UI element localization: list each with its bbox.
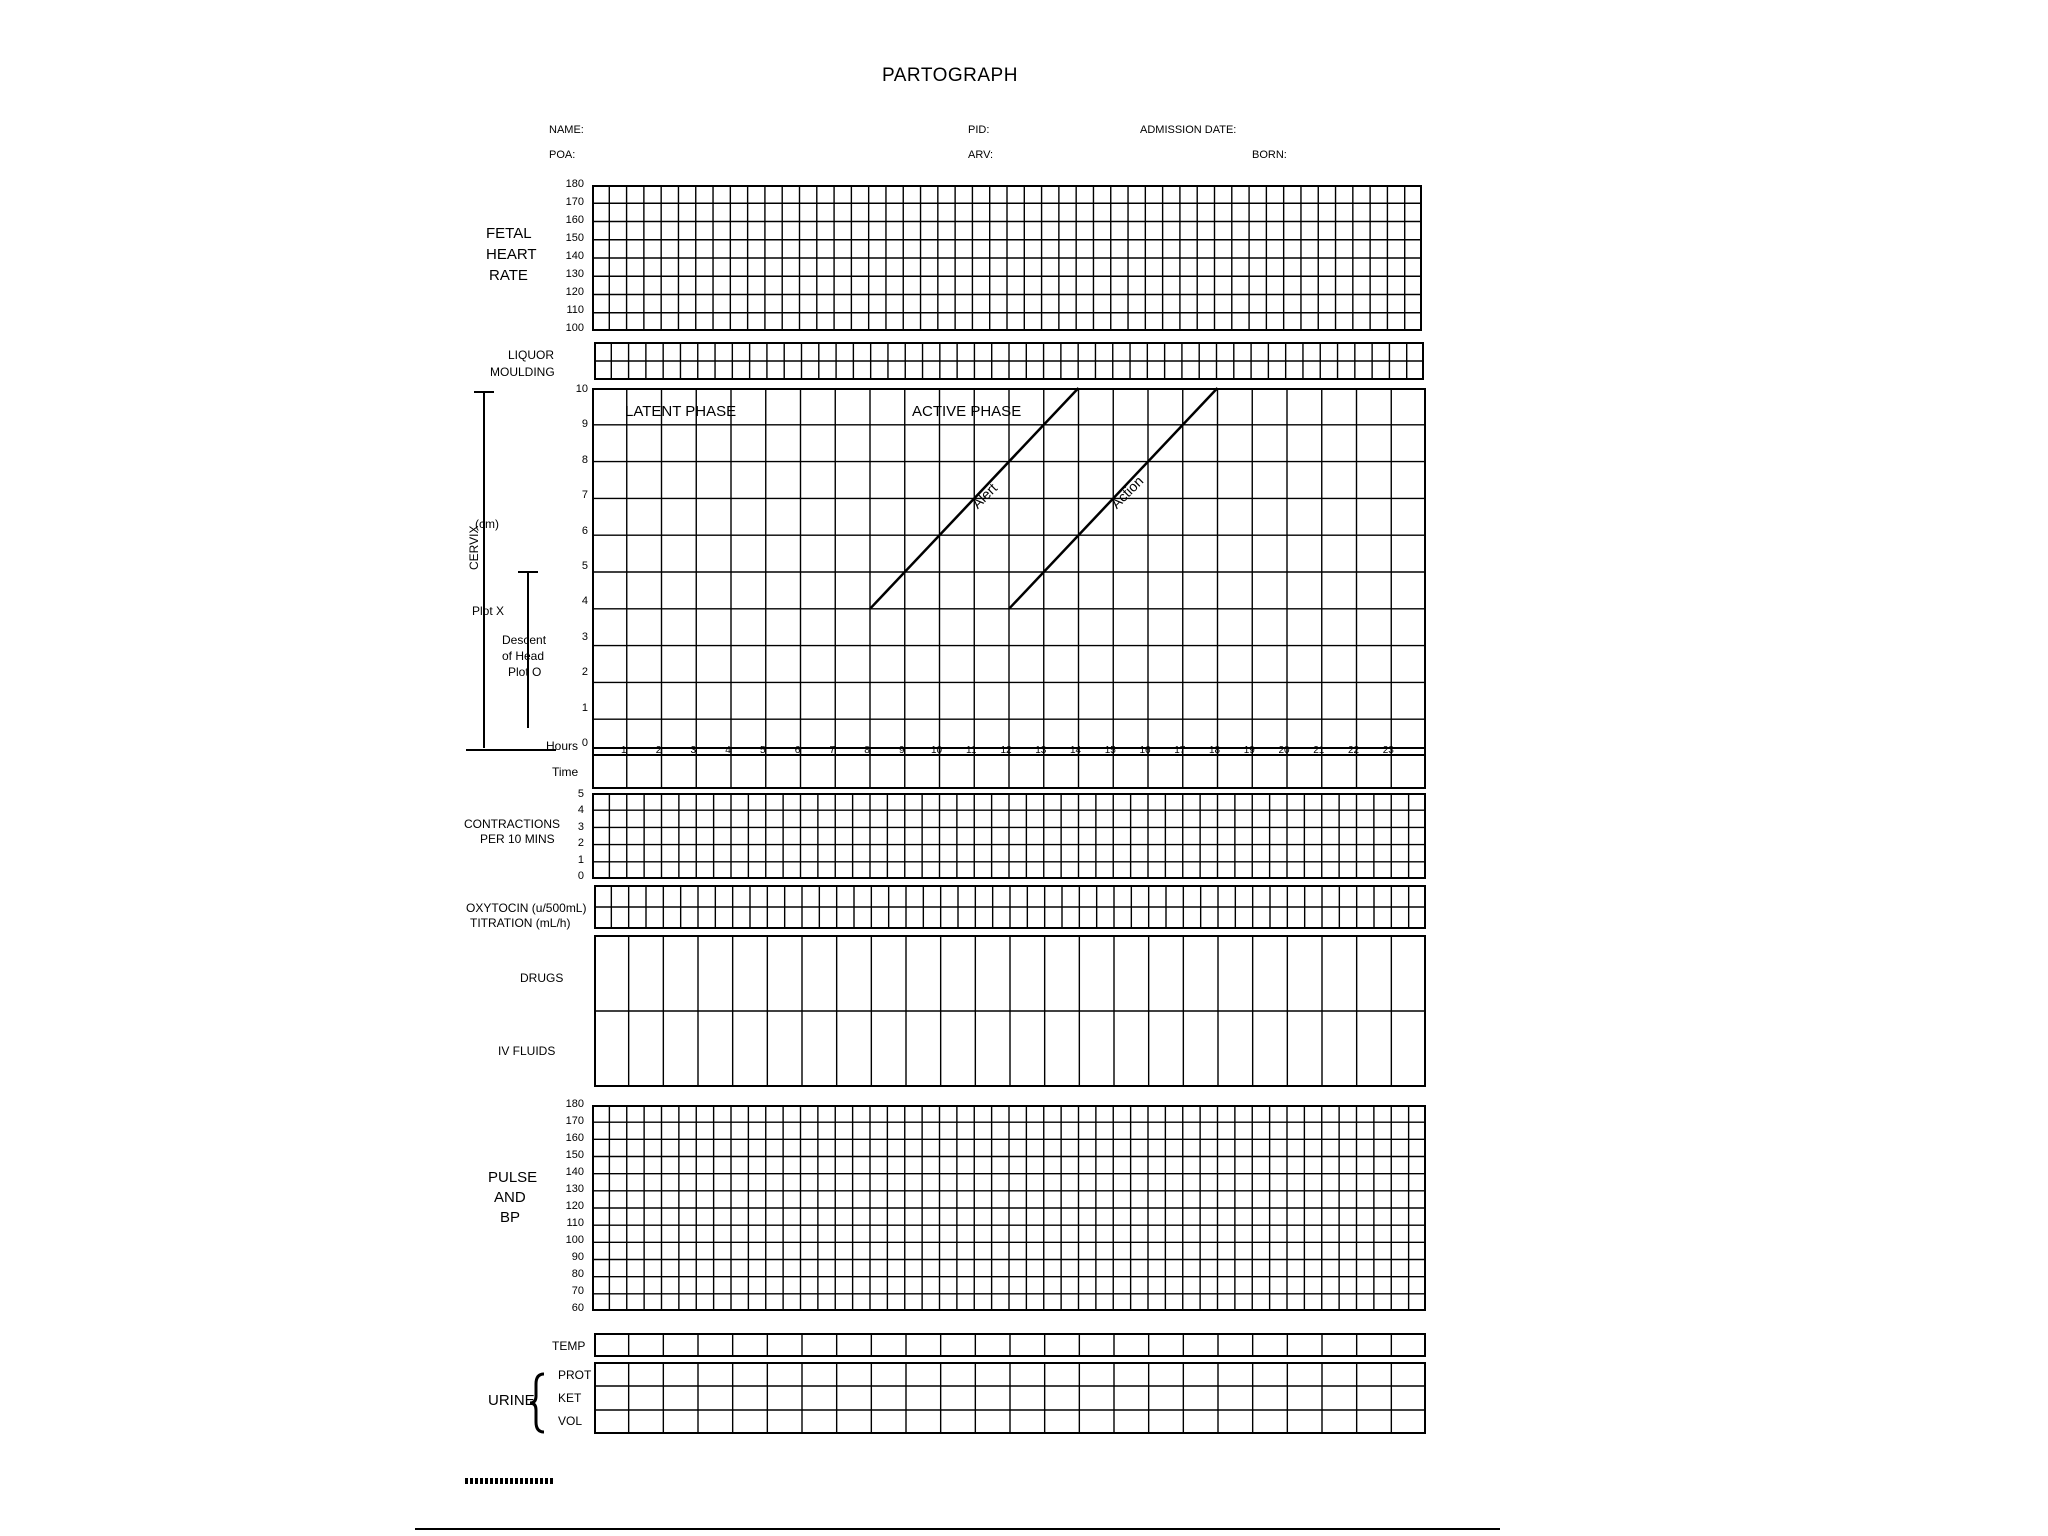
pulse-tick-label: 70 (571, 1285, 584, 1297)
moulding-label: MOULDING (490, 365, 555, 379)
hour-tick-label: 16 (1139, 745, 1151, 756)
temp-label: TEMP (552, 1339, 586, 1353)
page-bottom-rule (415, 1528, 1500, 1530)
pulse-tick-label: 60 (571, 1302, 584, 1314)
descent-label-1: Descent (502, 633, 547, 647)
hour-tick-label: 21 (1313, 745, 1325, 756)
liquor-moulding-grid[interactable] (594, 342, 1424, 380)
hour-tick-label: 10 (930, 745, 943, 756)
hour-tick-label: 2 (655, 745, 662, 756)
pulse-tick-label: 90 (571, 1251, 584, 1263)
contractions-tick-label: 2 (577, 837, 584, 850)
contractions-tick-label: 0 (577, 870, 584, 882)
and-label: AND (494, 1189, 526, 1206)
urine-brace (528, 1372, 548, 1434)
cervix-unit: (cm) (475, 517, 499, 531)
pulse-tick-label: 140 (565, 1166, 584, 1178)
page-title: PARTOGRAPH (882, 65, 1018, 86)
admission-date-label: ADMISSION DATE: (1140, 124, 1237, 136)
hour-tick-label: 1 (620, 745, 627, 756)
drugs-label: DRUGS (520, 971, 564, 985)
active-phase-label: ACTIVE PHASE (912, 403, 1022, 420)
cervix-tick-label: 3 (581, 630, 588, 643)
hour-tick-label: 23 (1382, 745, 1394, 756)
oxytocin-grid[interactable] (594, 885, 1426, 929)
hour-tick-label: 7 (829, 745, 836, 756)
fhr-tick-label: 110 (566, 304, 584, 316)
hour-tick-label: 13 (1035, 745, 1047, 756)
drugs-ivfluids-grid[interactable] (594, 935, 1426, 1087)
fhr-tick-label: 160 (565, 214, 584, 226)
fhr-tick-label: 150 (565, 232, 584, 244)
cervix-descent-grid[interactable] (592, 388, 1426, 756)
hour-tick-label: 6 (794, 745, 801, 756)
hour-tick-label: 18 (1208, 745, 1221, 756)
cervix-tick-label: 6 (581, 524, 588, 537)
hour-tick-label: 20 (1278, 745, 1290, 756)
hour-tick-label: 15 (1104, 745, 1116, 756)
name-label: NAME: (549, 124, 584, 136)
pulse-tick-label: 110 (566, 1217, 584, 1229)
contractions-grid[interactable] (592, 793, 1426, 879)
cervix-tick-label: 8 (581, 453, 588, 466)
hour-tick-label: 11 (966, 745, 977, 756)
cervix-tick-label: 9 (581, 418, 588, 431)
hour-tick-label: 3 (690, 745, 697, 756)
contractions-tick-label: 5 (577, 788, 584, 800)
descent-label-3: Plot O (508, 665, 542, 679)
cervix-tick-label: 4 (581, 595, 588, 608)
cervix-bracket (462, 388, 562, 758)
hour-tick-label: 22 (1347, 745, 1360, 756)
time-grid[interactable] (592, 747, 1426, 789)
hour-tick-label: 12 (1000, 745, 1012, 756)
urine-label: URINE (488, 1392, 535, 1409)
cervix-tick-label: 10 (575, 383, 588, 395)
pid-label: PID: (968, 124, 990, 136)
urine-vol-label: VOL (558, 1414, 583, 1428)
urine-prot-label: PROT (558, 1368, 592, 1382)
born-label: BORN: (1252, 149, 1287, 161)
hour-tick-label: 19 (1243, 745, 1255, 756)
contractions-label: CONTRACTIONS (464, 817, 560, 831)
pulse-tick-label: 170 (565, 1115, 584, 1127)
fhr-tick-label: 170 (565, 196, 584, 208)
titration-label: TITRATION (mL/h) (470, 916, 571, 930)
pulse-tick-label: 80 (571, 1268, 584, 1280)
fhr-tick-label: 120 (565, 286, 584, 298)
pulse-tick-label: 150 (565, 1149, 584, 1161)
urine-grid[interactable] (594, 1362, 1426, 1434)
liquor-label: LIQUOR (508, 348, 555, 362)
hour-tick-label: 17 (1174, 745, 1186, 756)
fhr-label-2: HEART (486, 246, 537, 263)
alert-line-label: Alert (968, 479, 1001, 512)
hour-tick-label: 14 (1069, 745, 1082, 756)
hour-tick-label: 5 (759, 745, 766, 756)
arv-label: ARV: (968, 149, 994, 161)
pulse-label: PULSE (488, 1169, 538, 1186)
cervix-tick-label: 7 (581, 489, 588, 502)
cervix-tick-label: 1 (581, 701, 588, 714)
pulse-tick-label: 120 (565, 1200, 584, 1212)
hour-tick-label: 9 (898, 745, 905, 756)
plot-x-label: Plot X (472, 604, 505, 618)
hour-tick-label: 8 (864, 745, 870, 756)
oxytocin-label: OXYTOCIN (u/500mL) (466, 901, 587, 915)
contractions-tick-label: 1 (577, 853, 584, 866)
poa-label: POA: (549, 149, 576, 161)
cervix-tick-label: 2 (581, 666, 588, 679)
cervix-tick-label: 0 (581, 737, 588, 749)
fhr-label-1: FETAL (486, 225, 532, 242)
per-10-mins-label: PER 10 MINS (480, 832, 555, 846)
descent-label-2: of Head (502, 649, 545, 663)
hour-tick-label: 4 (725, 745, 731, 756)
pulse-tick-label: 160 (565, 1132, 584, 1144)
time-label: Time (552, 765, 579, 779)
fhr-tick-label: 130 (565, 268, 584, 280)
urine-ket-label: KET (558, 1391, 582, 1405)
contractions-tick-label: 3 (577, 820, 584, 833)
temp-grid[interactable] (594, 1333, 1426, 1357)
pulse-tick-label: 130 (565, 1183, 584, 1195)
pulse-tick-label: 100 (565, 1234, 584, 1246)
action-line-label: Action (1107, 472, 1147, 512)
fhr-tick-label: 180 (565, 178, 584, 190)
pulse-tick-label: 180 (565, 1098, 584, 1110)
fetal-heart-rate-grid[interactable] (592, 185, 1422, 331)
contractions-tick-label: 4 (577, 804, 584, 817)
bp-label: BP (500, 1209, 521, 1226)
fhr-tick-label: 140 (565, 250, 584, 262)
hours-label: Hours (546, 739, 579, 753)
latent-phase-label: LATENT PHASE (625, 403, 737, 420)
form-reference-stamp (465, 1478, 553, 1484)
cervix-tick-label: 5 (581, 560, 588, 572)
fhr-label-3: RATE (489, 267, 528, 284)
cervix-axis-label: CERVIX (467, 525, 481, 570)
fhr-tick-label: 100 (565, 322, 584, 334)
iv-fluids-label: IV FLUIDS (498, 1044, 556, 1058)
pulse-bp-grid[interactable] (592, 1105, 1426, 1311)
